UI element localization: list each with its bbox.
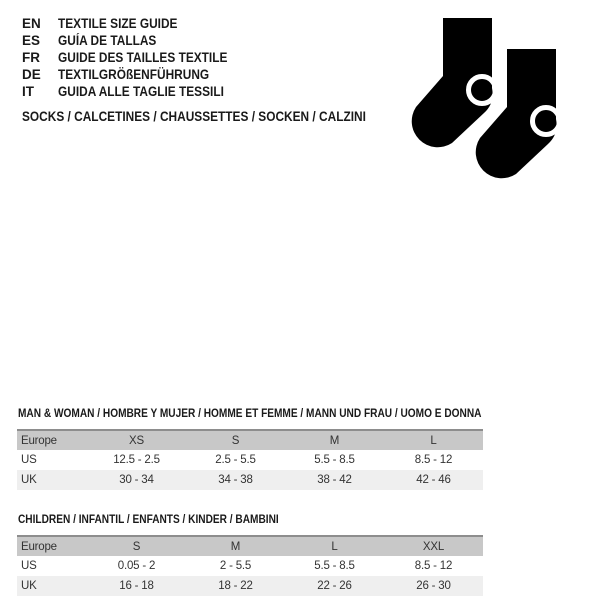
language-row-es (22, 32, 251, 49)
column-header-size: XXL (384, 536, 483, 556)
category-title (22, 109, 413, 124)
man-woman-section (17, 408, 483, 490)
size-cell: 12.5 - 2.5 (113, 454, 160, 466)
table-title-children: CHILDREN / INFANTIL / ENFANTS / KINDER / BAMBINI (18, 514, 279, 526)
column-header-size: S (87, 536, 186, 556)
language-label: GUIDE DES TAILLES TEXTILE (58, 50, 228, 65)
language-code: DE (22, 67, 41, 82)
size-cell: 18 - 22 (186, 576, 285, 596)
table-title-man-woman: MAN & WOMAN / HOMBRE Y MUJER / HOMME ET FEMME / MANN UND FRAU / UOMO E DONNA (18, 408, 482, 420)
socks-icon (400, 0, 580, 200)
size-cell: 5.5 - 8.5 (314, 454, 355, 466)
language-label: TEXTILGRÖßENFÜHRUNG (58, 67, 210, 82)
table-row-uk (17, 576, 483, 596)
size-cell: 8.5 - 12 (414, 454, 453, 466)
size-table-children (17, 535, 483, 596)
table-row-uk (17, 470, 483, 490)
size-cell: 2.5 - 5.5 (215, 454, 256, 466)
column-header-size: L (384, 430, 483, 450)
table-row-us (17, 450, 483, 470)
language-label: TEXTILE SIZE GUIDE (58, 16, 178, 31)
table-header-row (17, 536, 483, 556)
size-cell: 42 - 46 (384, 470, 483, 490)
size-cell: 22 - 26 (285, 576, 384, 596)
language-code: EN (22, 16, 41, 31)
region-cell: US (21, 454, 37, 466)
language-row-fr (22, 49, 251, 66)
language-label: GUIDA ALLE TAGLIE TESSILI (58, 84, 224, 99)
language-list (22, 15, 251, 100)
language-row-en (22, 15, 251, 32)
region-cell: US (21, 560, 37, 572)
column-header-region: Europe (17, 536, 87, 556)
sock-back (412, 18, 496, 147)
column-header-size: XS (87, 430, 186, 450)
column-header-size: L (285, 536, 384, 556)
children-section (17, 514, 483, 596)
language-row-de (22, 66, 251, 83)
region-cell: UK (17, 576, 87, 596)
table-header-row (17, 430, 483, 450)
size-cell: 26 - 30 (384, 576, 483, 596)
size-cell: 34 - 38 (186, 470, 285, 490)
language-label: GUÍA DE TALLAS (58, 33, 157, 48)
category-title-text: SOCKS / CALCETINES / CHAUSSETTES / SOCKEN / CALZINI (22, 109, 366, 124)
language-row-it (22, 83, 251, 100)
size-cell: 38 - 42 (285, 470, 384, 490)
size-cell: 2 - 5.5 (219, 560, 252, 572)
language-code: ES (22, 33, 41, 48)
size-cell: 5.5 - 8.5 (314, 560, 355, 572)
language-code: IT (22, 84, 34, 99)
size-cell: 0.05 - 2 (117, 560, 156, 572)
column-header-size: M (285, 430, 384, 450)
region-cell: UK (17, 470, 87, 490)
column-header-size: S (186, 430, 285, 450)
size-cell: 8.5 - 12 (414, 560, 453, 572)
column-header-region: Europe (17, 430, 87, 450)
size-table-man-woman (17, 429, 483, 490)
size-cell: 30 - 34 (87, 470, 186, 490)
table-row-us (17, 556, 483, 576)
size-cell: 16 - 18 (87, 576, 186, 596)
column-header-size: M (186, 536, 285, 556)
language-code: FR (22, 50, 40, 65)
